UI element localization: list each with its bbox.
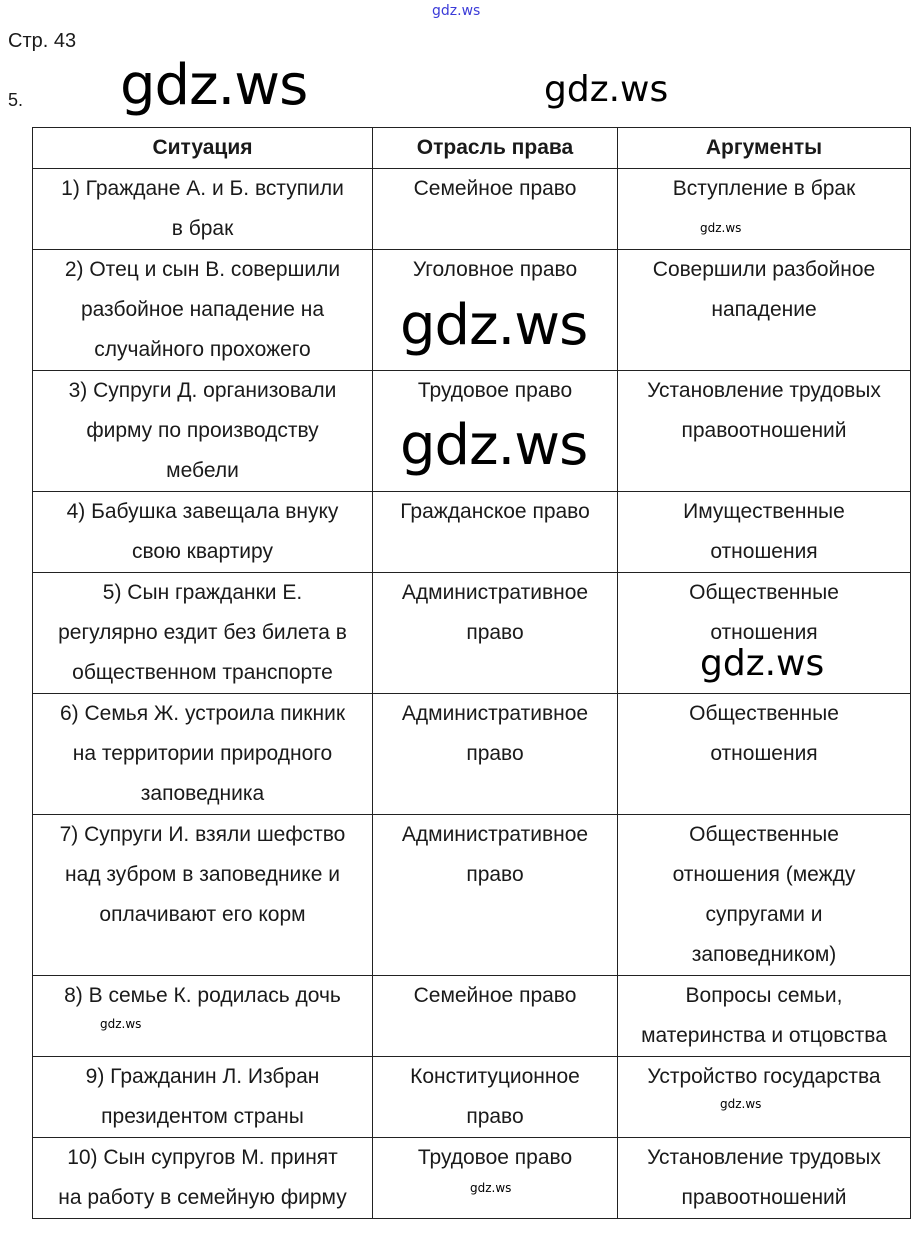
cell-branch: Уголовное право [373,250,618,371]
table-row [33,492,911,573]
cell-branch: Семейное право [373,169,618,250]
cell-argument: Общественные отношения [618,573,911,694]
cell-argument: Вопросы семьи, материнства и отцовства [618,976,911,1057]
table-row [33,169,911,250]
cell-argument: Общественные отношения (между супругами и заповедником) [618,815,911,976]
table-row [33,694,911,815]
watermark: gdz.ws [470,1181,512,1195]
cell-branch: Административное право [373,573,618,694]
cell-branch: Конституционное право [373,1057,618,1138]
task-number: 5. [8,90,24,110]
cell-branch: Семейное право [373,976,618,1057]
cell-situation: 8) В семье К. родилась дочь [33,976,373,1057]
cell-argument: Устройство государства [618,1057,911,1138]
watermark: gdz.ws [432,3,481,19]
cell-branch: Административное право [373,815,618,976]
watermark: gdz.ws [400,293,588,358]
cell-argument: Установление трудовых правоотношений [618,1138,911,1219]
header-arguments: Аргументы [618,128,911,169]
table-row [33,815,911,976]
watermark: gdz.ws [544,69,669,110]
cell-situation: 3) Супруги Д. организовали фирму по производству мебели [33,371,373,492]
watermark: gdz.ws [400,413,588,478]
cell-situation: 4) Бабушка завещала внуку свою квартиру [33,492,373,573]
cell-situation: 1) Граждане А. и Б. вступили в брак [33,169,373,250]
header-situation: Ситуация [33,128,373,169]
cell-argument: Имущественные отношения [618,492,911,573]
table-row [33,976,911,1057]
cell-branch: Гражданское право [373,492,618,573]
watermark: gdz.ws [120,53,308,118]
page-number: Стр. 43 [8,30,77,52]
watermark: gdz.ws [700,643,825,684]
table-row [33,1057,911,1138]
table-row [33,1138,911,1219]
header-branch: Отрасль права [373,128,618,169]
cell-branch: Трудовое право [373,1138,618,1219]
cell-situation: 10) Сын супругов М. принят на работу в семейную фирму [33,1138,373,1219]
cell-argument: Установление трудовых правоотношений [618,371,911,492]
cell-situation: 6) Семья Ж. устроила пикник на территории природного заповедника [33,694,373,815]
cell-branch: Административное право [373,694,618,815]
watermark: gdz.ws [100,1017,142,1031]
cell-situation: 7) Супруги И. взяли шефство над зубром в заповеднике и оплачивают его корм [33,815,373,976]
cell-argument: Совершили разбойное нападение [618,250,911,371]
cell-branch: Трудовое право [373,371,618,492]
cell-argument: Общественные отношения [618,694,911,815]
cell-situation: 2) Отец и сын В. совершили разбойное нападение на случайного прохожего [33,250,373,371]
cell-situation: 5) Сын гражданки Е. регулярно ездит без билета в общественном транспорте [33,573,373,694]
watermark: gdz.ws [700,221,742,235]
watermark: gdz.ws [720,1097,762,1111]
cell-argument: Вступление в брак [618,169,911,250]
cell-situation: 9) Гражданин Л. Избран президентом страны [33,1057,373,1138]
table-header-row [33,128,911,169]
